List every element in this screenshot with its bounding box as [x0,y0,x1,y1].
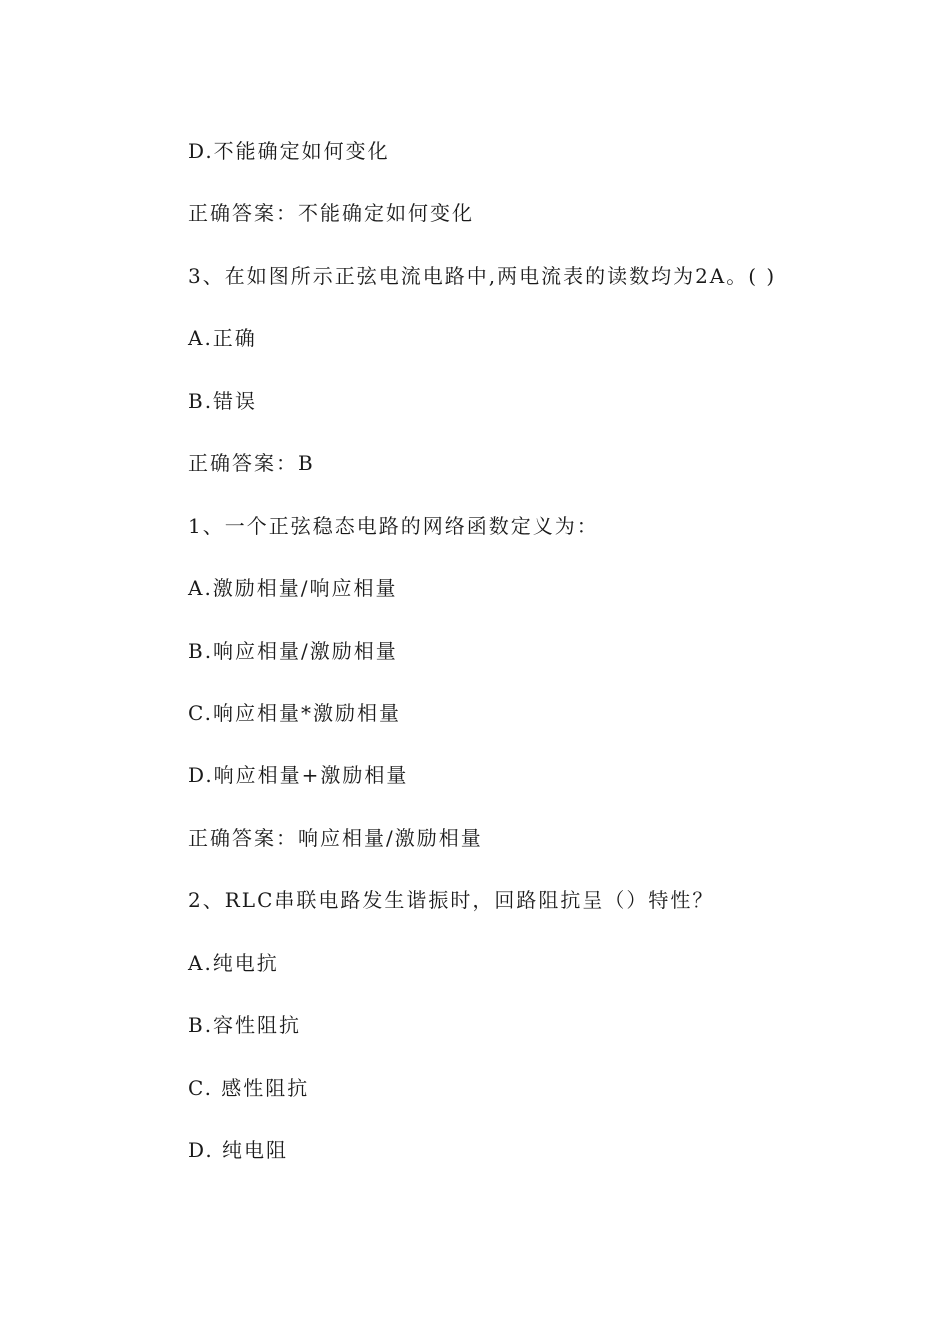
question-2-option-a: A.纯电抗 [188,951,279,975]
question-1-option-d: D.响应相量+激励相量 [188,763,409,787]
question-1-text: 1、一个正弦稳态电路的网络函数定义为： [188,514,599,538]
question-1-option-b: B.响应相量/激励相量 [188,639,398,663]
question-2-text: 2、RLC串联电路发生谐振时，回路阻抗呈（）特性？ [188,888,715,912]
question-2-option-d: D. 纯电阻 [188,1138,289,1162]
question-2-option-c: C. 感性阻抗 [188,1076,310,1100]
question-1-option-a: A.激励相量/响应相量 [188,576,398,600]
question-2-option-b: B.容性阻抗 [188,1013,302,1037]
question-3-answer: 正确答案：B [188,451,315,475]
question-1-option-c: C.响应相量*激励相量 [188,701,401,725]
question-3-option-a: A.正确 [188,326,257,350]
option-d-previous-question: D.不能确定如何变化 [188,139,390,163]
question-1-answer: 正确答案：响应相量/激励相量 [188,826,483,850]
answer-previous-question: 正确答案：不能确定如何变化 [188,201,474,225]
question-3-option-b: B.错误 [188,389,258,413]
question-3-text: 3、在如图所示正弦电流电路中,两电流表的读数均为2A。( ) [188,264,777,288]
